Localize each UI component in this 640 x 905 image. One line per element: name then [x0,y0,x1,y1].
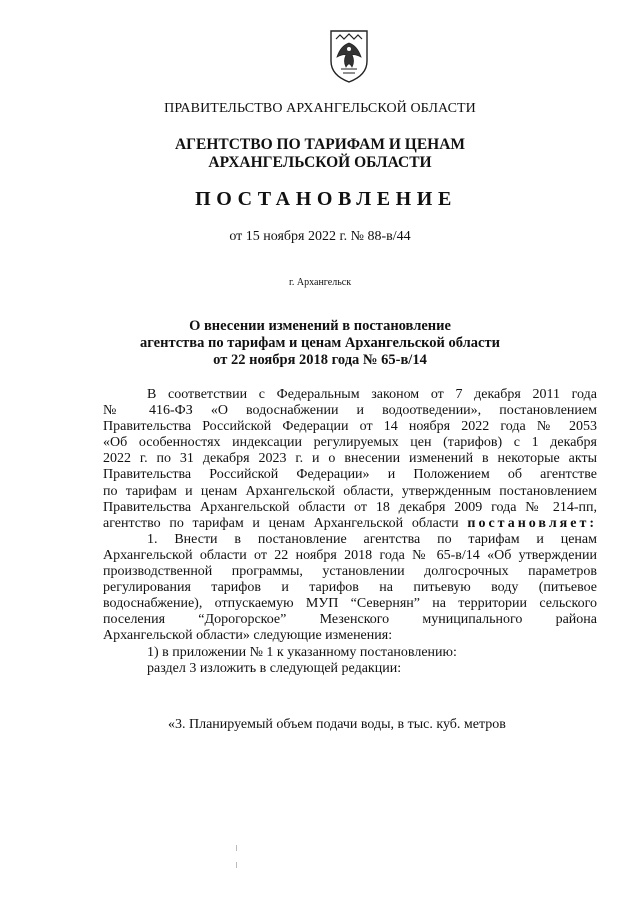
coat-of-arms-icon [327,27,371,83]
body-line: «Об особенностях индексации регулируемых цен (тарифов) с 1 декабря [103,435,597,451]
body-line: № 416-ФЗ «О водоснабжении и водоотведении», постановлением [103,403,597,419]
body-line: производственной программы, установлении долгосрочных параметров [103,564,597,580]
body-line: водоснабжение), отпускаемую МУП “Севернян” на территории сельского [103,596,597,612]
subject-line3: от 22 ноября 2018 года № 65-в/14 [213,352,427,368]
scan-mark [236,845,237,851]
city-name: г. Архангельск [288,277,352,288]
subject-line2: агентства по тарифам и ценам Архангельской области [140,335,500,351]
body-line: Правительства Российской Федерации» и Положением об агентстве [103,467,597,483]
agency-name [0,136,640,172]
body-line: 1) в приложении № 1 к указанному постановлению: [147,644,457,660]
body-line [103,516,597,532]
subject-line1: О внесении изменений в постановление [189,318,451,334]
body-line: Архангельской области» следующие изменения: [103,628,393,644]
agency-name-line2: АРХАНГЕЛЬСКОЙ ОБЛАСТИ [208,154,432,171]
body-line: Правительства Архангельской области от 18 декабря 2009 года № 214-пп, [103,499,597,515]
document-subject [0,318,640,369]
body-line-text: агентство по тарифам и ценам Архангельской области [103,515,468,531]
body-line: раздел 3 изложить в следующей редакции: [147,660,402,676]
body-line: Архангельской области от 22 ноября 2018 года № 65-в/14 «Об утверждении [103,547,597,563]
document-type: ПОСТАНОВЛЕНИЕ [195,188,457,210]
body-line: Правительства Российской Федерации от 14 ноября 2022 года № 2053 [103,419,597,435]
body-line: В соответствии с Федеральным законом от 7 декабря 2011 года [147,387,597,402]
body-line: регулирования тарифов и тарифов на питьевую воду (питьевое [103,580,597,596]
document-body [103,387,597,677]
date-and-number: от 15 ноября 2022 г. № 88-в/44 [229,229,411,244]
body-line: 2022 г. по 31 декабря 2023 г. и о внесении изменений в некоторые акты [103,451,597,467]
government-name: ПРАВИТЕЛЬСТВО АРХАНГЕЛЬСКОЙ ОБЛАСТИ [164,101,476,116]
section-heading: «3. Планируемый объем подачи воды, в тыс. куб. метров [168,717,506,732]
body-line: по тарифам и ценам Архангельской области, утвержденным постановлением [103,483,597,499]
body-line: поселения “Дорогорское” Мезенского муниципального района [103,612,597,628]
agency-name-line1: АГЕНТСТВО ПО ТАРИФАМ И ЦЕНАМ [174,136,466,153]
resolves-word: постановляет: [467,515,597,531]
body-line: 1. Внести в постановление агентства по тарифам и ценам [147,531,597,547]
scan-mark [236,862,237,868]
